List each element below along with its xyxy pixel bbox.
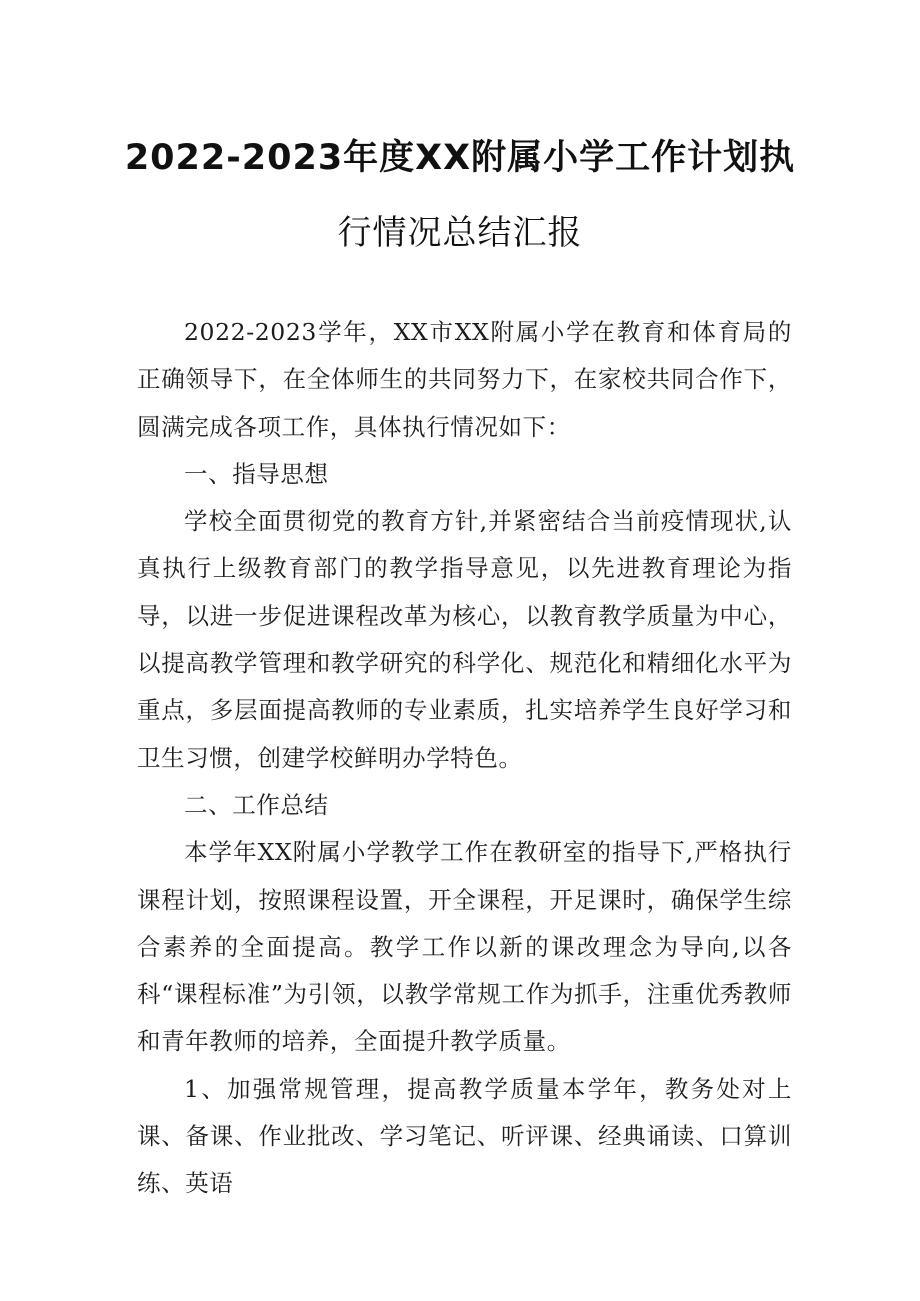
document-body: [137, 309, 792, 1208]
section-heading-work-summary: 二、工作总结: [184, 790, 329, 819]
section-heading-guiding-thought: 一、指导思想: [184, 459, 329, 488]
numbered-item-1: 1、加强常规管理，提高教学质量本学年，教务处对上课、备课、作业批改、学习笔记、听评课、经典诵读、口算训练、英语: [137, 1074, 792, 1198]
section-paragraph-guiding-thought: 学校全面贯彻党的教育方针,并紧密结合当前疫情现状,认真执行上级教育部门的教学指导意见，以先进教育理论为指导，以进一步促进课程改革为核心，以教育教学质量为中心，以提高教学管理和教学研究的科学化、规范化和精细化水平为重点，多层面提高教师的专业素质，扎实培养学生良好学习和卫生习惯，创建学校鲜明办学特色。: [137, 507, 792, 772]
document-title-line-2: 行情况总结汇报: [337, 213, 583, 253]
document-title-line-1: 2022-2023年度XX附属小学工作计划执: [124, 138, 796, 178]
section-paragraph-work-summary: 本学年XX附属小学教学工作在教研室的指导下,严格执行课程计划，按照课程设置，开全课程，开足课时，确保学生综合素养的全面提高。教学工作以新的课改理念为导向,以各科“课程标准”为引领，以教学常规工作为抓手，注重优秀教师和青年教师的培养，全面提升教学质量。: [137, 838, 792, 1056]
intro-paragraph: 2022-2023学年，XX市XX附属小学在教育和体育局的正确领导下，在全体师生的共同努力下，在家校共同合作下，圆满完成各项工作，具体执行情况如下：: [137, 318, 792, 441]
